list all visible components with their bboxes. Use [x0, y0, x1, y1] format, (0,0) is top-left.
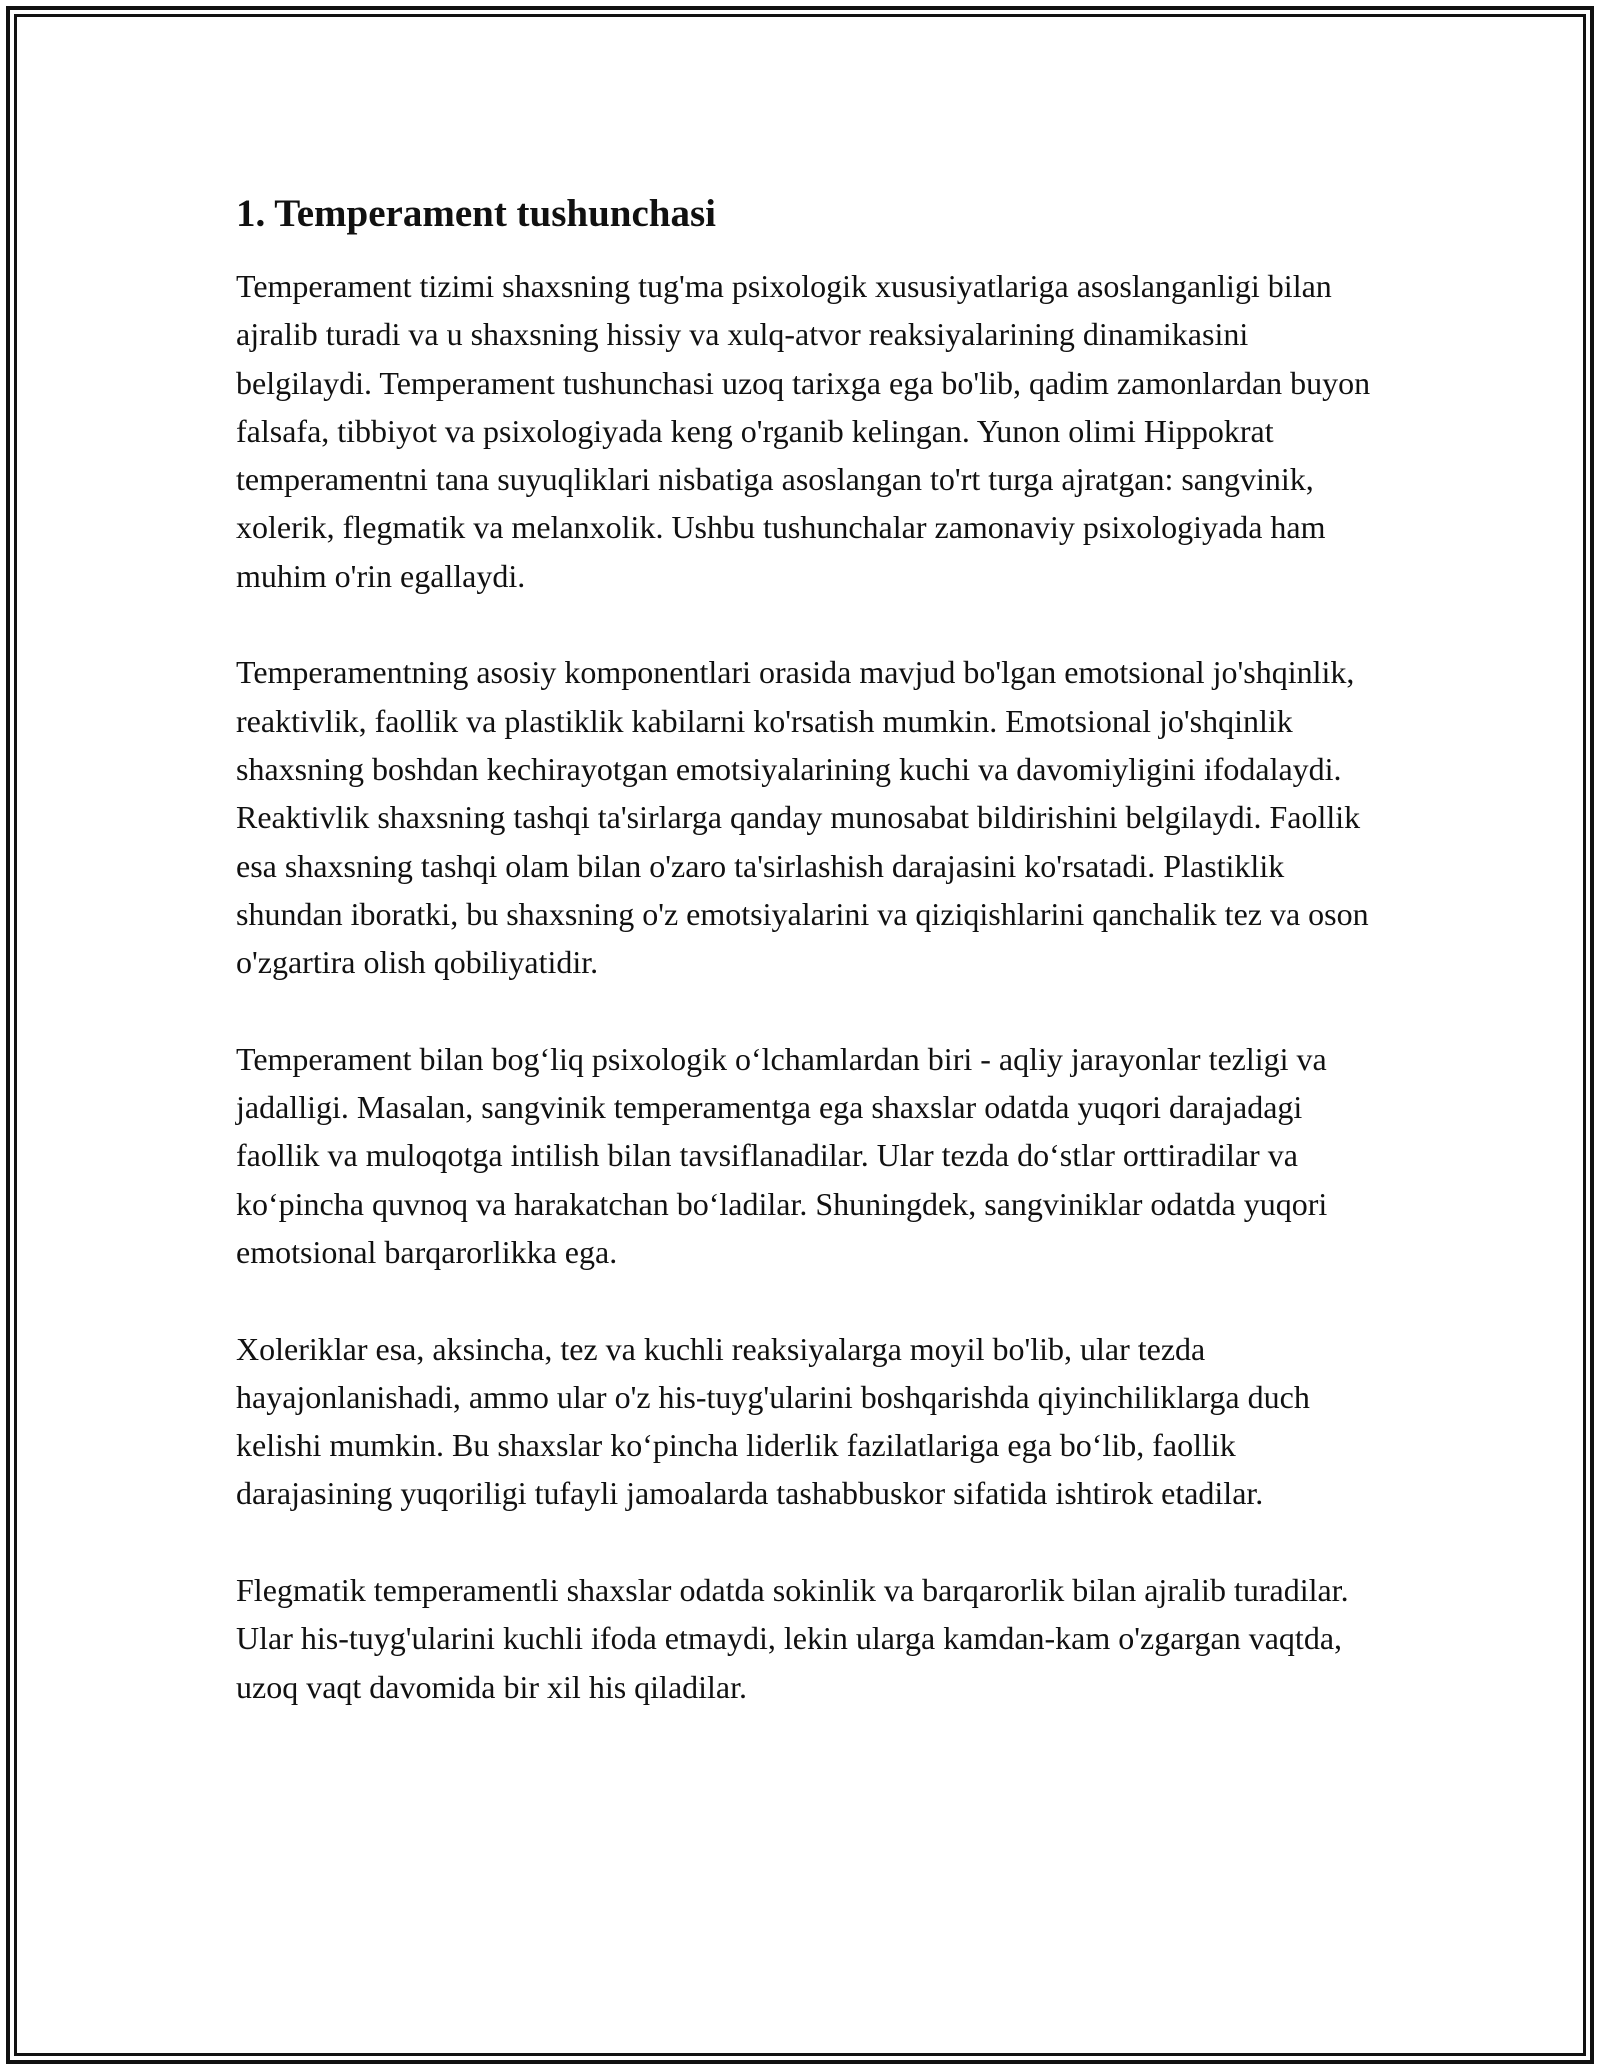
section-heading: 1. Temperament tushunchasi	[236, 192, 716, 235]
paragraph-sanguine: Temperament bilan bog‘liq psixologik o‘lchamlardan biri - aqliy jarayonlar tezligi va jadalligi. Masalan, sangvinik temperamentga ega shaxslar odatda yuqori darajadagi faollik va muloqotga intilish bilan tavsiflanadilar. Ular tezda do‘stlar orttiradilar va ko‘pincha quvnoq va harakatchan bo‘ladilar. Shuningdek, sangviniklar odatda yuqori emotsional barqarorlikka ega.	[236, 1040, 1328, 1270]
document-body	[236, 190, 1376, 1759]
paragraph-phlegmatic: Flegmatik temperamentli shaxslar odatda sokinlik va barqarorlik bilan ajralib turadilar. Ular his-tuyg'ularini kuchli ifoda etmaydi, lekin ularga kamdan-kam o'zgargan vaqtda, uzoq vaqt davomida bir xil his qiladilar.	[236, 1572, 1349, 1705]
paragraph-temperament-components: Temperamentning asosiy komponentlari orasida mavjud bo'lgan emotsional jo'shqinlik, reaktivlik, faollik va plastiklik kabilarni ko'rsatish mumkin. Emotsional jo'shqinlik shaxsning boshdan kechirayotgan emotsiyalarining kuchi va davomiyligini ifodalaydi. Reaktivlik shaxsning tashqi ta'sirlarga qanday munosabat bildirishini belgilaydi. Faollik esa shaxsning tashqi olam bilan o'zaro ta'sirlashish darajasini ko'rsatadi. Plastiklik shundan iboratki, bu shaxsning o'z emotsiyalarini va qiziqishlarini qanchalik tez va oson o'zgartira olish qobiliyatidir.	[236, 654, 1369, 981]
paragraph-temperament-definition: Temperament tizimi shaxsning tug'ma psixologik xususiyatlariga asoslanganligi bilan ajralib turadi va u shaxsning hissiy va xulq-atvor reaksiyalarining dinamikasini belgilaydi. Temperament tushunchasi uzoq tarixga ega bo'lib, qadim zamonlardan buyon falsafa, tibbiyot va psixologiyada keng o'rganib kelingan. Yunon olimi Hippokrat temperamentni tana suyuqliklari nisbatiga asoslangan to'rt turga ajratgan: sangvinik, xolerik, flegmatik va melanxolik. Ushbu tushunchalar zamonaviy psixologiyada ham muhim o'rin egallaydi.	[236, 268, 1371, 594]
paragraph-choleric: Xoleriklar esa, aksincha, tez va kuchli reaksiyalarga moyil bo'lib, ular tezda hayajonlanishadi, ammo ular o'z his-tuyg'ularini boshqarishda qiyinchiliklarga duch kelishi mumkin. Bu shaxslar ko‘pincha liderlik fazilatlariga ega bo‘lib, faollik darajasining yuqoriligi tufayli jamoalarda tashabbuskor sifatida ishtirok etadilar.	[236, 1330, 1310, 1512]
